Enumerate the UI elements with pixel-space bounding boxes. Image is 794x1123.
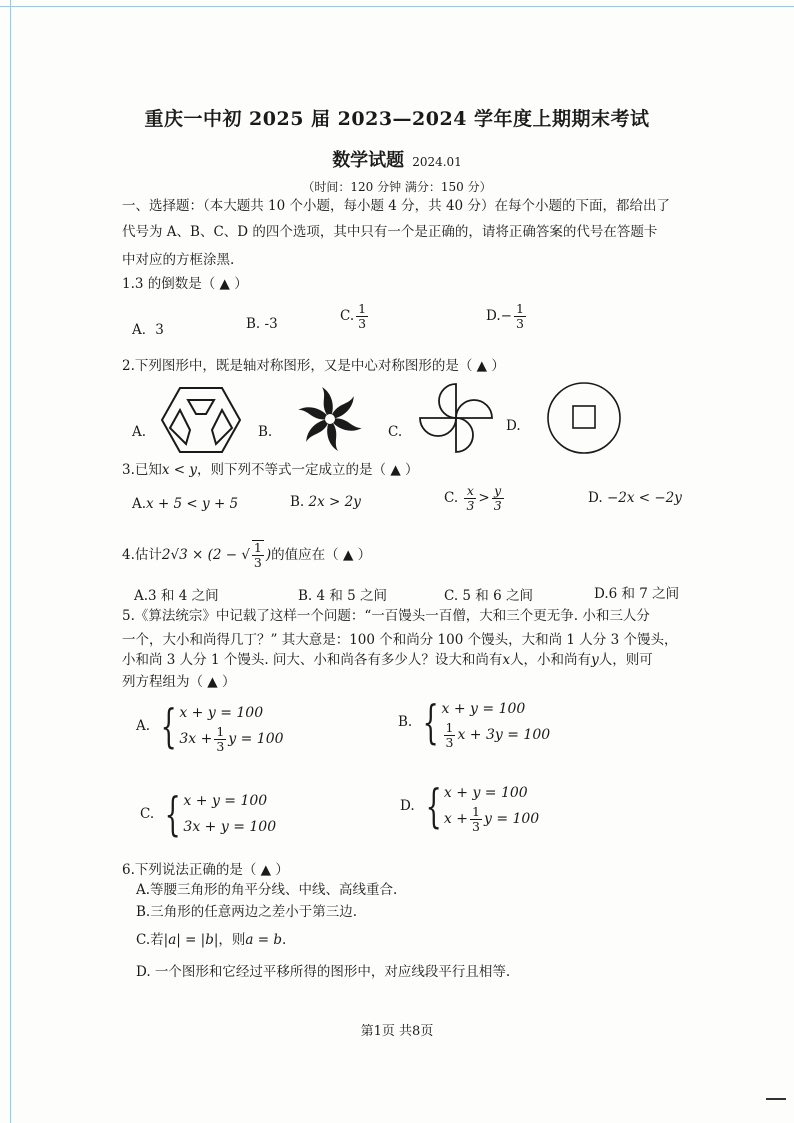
exam-date: 2024.01 — [412, 155, 462, 169]
q4-option-c: C. 5 和 6 之间 — [444, 588, 533, 604]
subject-title: 数学试题 — [332, 150, 405, 171]
q5-b-equations: x + y = 100 $\frac{1}{3}$ x + 3y = 100 — [441, 701, 551, 750]
q1-option-c — [340, 302, 370, 331]
q4-stem: 4.估计 2√3 × (2 − √ $\frac{1}{3}$ ) 的值应在（ ▲ ） — [122, 540, 372, 570]
q3-option-d: D. −2x < −2y — [588, 490, 682, 506]
q4-fraction: $\frac{1}{3}$ — [253, 540, 262, 570]
q3-c-fraction-left: $\frac{x}{3}$ — [466, 483, 475, 513]
q4-option-a: A.3 和 4 之间 — [134, 588, 219, 604]
recycling-triangle-figure — [160, 386, 242, 458]
q4-option-d: D.6 和 7 之间 — [594, 586, 680, 602]
scan-edge-mark — [766, 1098, 786, 1100]
q3-c-fraction-right: $\frac{y}{3}$ — [493, 483, 502, 513]
q2-stem: 2.下列图形中，既是轴对称图形，又是中心对称图形的是（ ▲ ） — [122, 358, 505, 374]
q3-option-a: A.x + 5 < y + 5 — [132, 496, 239, 512]
q5-a-equations: x + y = 100 3x + $\frac{1}{3}$ y = 100 — [179, 705, 284, 754]
q3-stem-post: ，则下列不等式一定成立的是（ ▲ ） — [197, 462, 419, 478]
q1-option-b: B. -3 — [246, 316, 278, 332]
pinwheel-figure — [296, 384, 364, 454]
q4-expression: 2√3 × (2 − √ — [161, 547, 250, 563]
q3-option-c: C. $\frac{x}{3}$ > $\frac{y}{3}$ — [444, 483, 502, 513]
q3-stem-math: x < y — [161, 462, 198, 478]
q6-option-a: A.等腰三角形的角平分线、中线、高线重合. — [136, 882, 398, 898]
q1-d-fraction: $\frac{1}{3}$ — [515, 301, 524, 331]
q5-option-c: C. { x + y = 100 3x + y = 100 — [140, 787, 277, 841]
four-petal-windmill-figure — [418, 382, 494, 454]
q5-line2: 一个，大小和尚得几丁？” 其大意是：100 个和尚分 100 个馒头，大和尚 1 人分 3 个馒头， — [122, 632, 678, 648]
q1-option-a: A．3 — [132, 322, 164, 338]
q4-option-b: B. 4 和 5 之间 — [298, 588, 388, 604]
q2-option-b: B. — [258, 424, 273, 440]
section1-line3: 中对应的方框涂黑. — [122, 252, 235, 268]
q5-line1: 5.《算法统宗》中记载了这样一个问题：“一百馒头一百僧，大和三个更无争. 小和三人分 — [122, 608, 650, 624]
q5-option-b: B. { x + y = 100 $\frac{1}{3}$ x + 3y = 100 — [398, 695, 551, 750]
q6-option-b: B.三角形的任意两边之差小于第三边. — [136, 904, 358, 920]
q6-option-c: C.若|a| = |b|，则a = b. — [136, 932, 287, 948]
page-number: 第1页 共8页 — [360, 1024, 434, 1039]
q6-option-d: D. 一个图形和它经过平移所得的图形中，对应线段平行且相等. — [136, 964, 511, 980]
q3-stem-pre: 3.已知 — [122, 462, 162, 478]
q2-option-d: D. — [506, 418, 521, 434]
q5-option-a: A. { x + y = 100 3x + $\frac{1}{3}$ y = 100 — [136, 699, 284, 754]
q1-c-fraction: $\frac{1}{3}$ — [358, 301, 367, 331]
brace-icon: { — [160, 699, 177, 753]
q5-c-equations: x + y = 100 3x + y = 100 — [183, 793, 277, 835]
q1-c-prefix: C. — [340, 308, 355, 324]
section1-line1: 一、选择题：（本大题共 10 个小题，每小题 4 分，共 40 分）在每个小题的下面，都给出了 — [122, 198, 670, 214]
brace-icon: { — [425, 779, 442, 833]
q1-stem: 1.3 的倒数是（ ▲ ） — [122, 276, 248, 292]
q3-stem — [122, 460, 419, 480]
q3-option-b: B. 2x > 2y — [290, 494, 361, 510]
ancient-coin-figure — [544, 380, 624, 456]
q5-line4: 列方程组为（ ▲ ） — [122, 674, 236, 690]
scan-edge-top — [0, 6, 794, 7]
q2-option-a: A. — [132, 424, 147, 440]
q1-option-d — [486, 302, 528, 331]
brace-icon: { — [422, 695, 439, 749]
exam-subtitle — [0, 146, 794, 172]
brace-icon: { — [164, 787, 181, 841]
q1-d-prefix: D.− — [486, 308, 512, 324]
section1-line2: 代号为 A、B、C、D 的四个选项，其中只有一个是正确的，请将正确答案的代号在答题卡 — [122, 224, 658, 240]
exam-title: 重庆一中初 2025 届 2023—2024 学年度上期期末考试 — [144, 108, 650, 130]
q5-d-equations: x + y = 100 x + $\frac{1}{3}$ y = 100 — [443, 785, 540, 834]
q2-option-c: C. — [388, 424, 403, 440]
q6-stem: 6.下列说法正确的是（ ▲ ） — [122, 862, 289, 878]
time-info: （时间：120 分钟 满分：150 分） — [302, 180, 492, 194]
q5-line3: 小和尚 3 人分 1 个馒头. 问大、小和尚各有多少人？设大和尚有x人，小和尚有y人，则可 — [122, 652, 653, 668]
q5-option-d: D. { x + y = 100 x + $\frac{1}{3}$ y = 100 — [400, 779, 540, 834]
